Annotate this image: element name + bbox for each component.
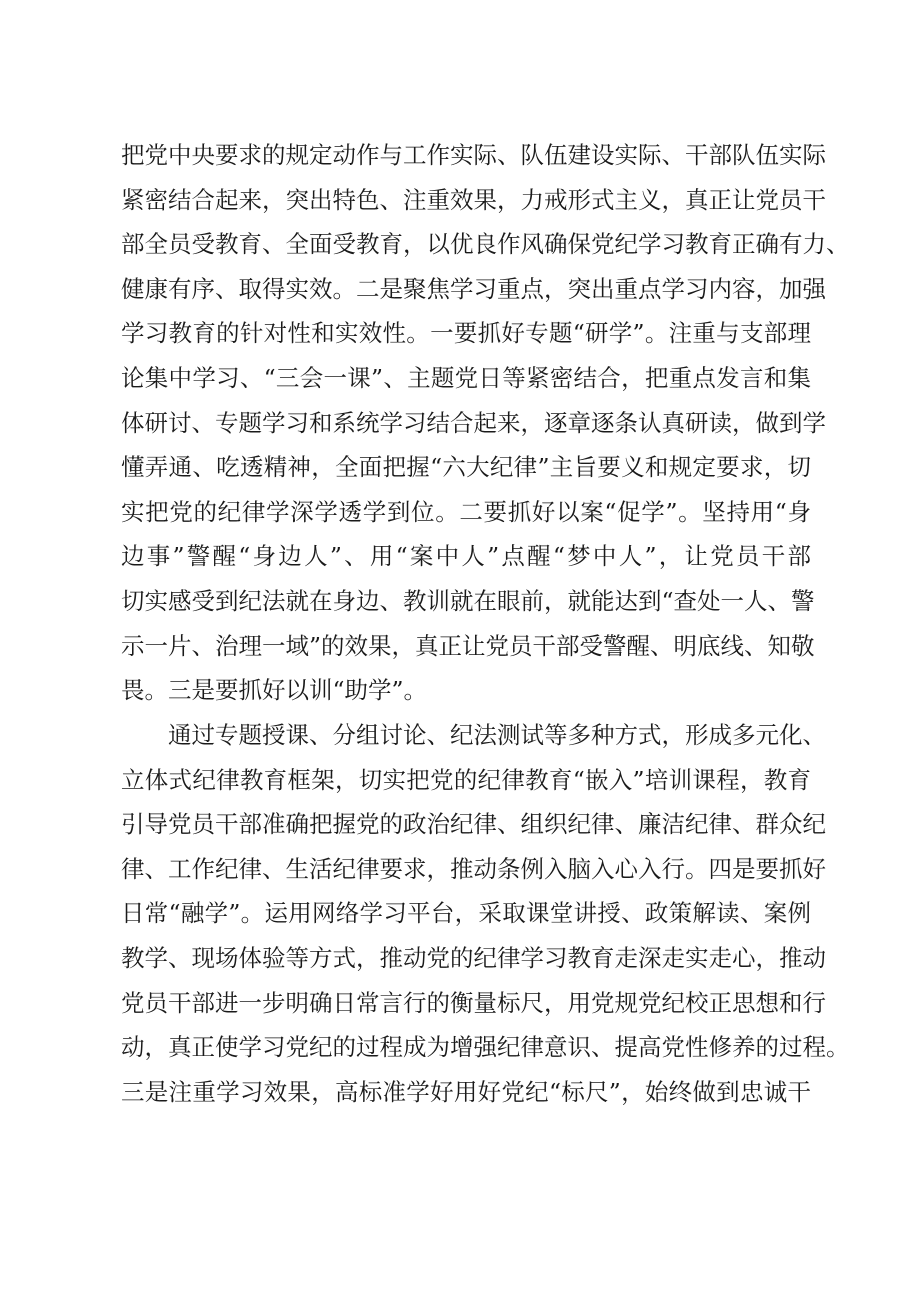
paragraph-1 (121, 133, 850, 713)
paragraph-2 (121, 713, 850, 1114)
text-line: 引导党员干部准确把握党的政治纪律、组织纪律、廉洁纪律、群众纪 (121, 810, 826, 839)
text-line: 党员干部进一步明确日常言行的衡量标尺，用党规党纪校正思想和行 (121, 988, 826, 1017)
text-line: 畏。三是要抓好以训“助学”。 (121, 676, 428, 705)
text-line: 边事”警醒“身边人”、用“案中人”点醒“梦中人”，让党员干部 (121, 542, 811, 571)
text-line: 部全员受教育、全面受教育，以优良作风确保党纪学习教育正确有力、 (121, 230, 850, 259)
text-line: 学习教育的针对性和实效性。一要抓好专题“研学”。注重与支部理 (121, 319, 811, 348)
text-line: 教学、现场体验等方式，推动党的纪律学习教育走深走实走心，推动 (121, 943, 826, 972)
text-line: 健康有序、取得实效。二是聚焦学习重点，突出重点学习内容，加强 (121, 274, 826, 303)
text-line: 论集中学习、“三会一课”、主题党日等紧密结合，把重点发言和集 (121, 363, 811, 392)
text-line: 体研讨、专题学习和系统学习结合起来，逐章逐条认真研读，做到学 (121, 408, 826, 437)
text-line: 实把党的纪律学深学透学到位。二要抓好以案“促学”。坚持用“身 (121, 497, 811, 526)
text-line: 三是注重学习效果，高标准学好用好党纪“标尺”，始终做到忠诚干 (121, 1077, 811, 1106)
text-line: 懂弄通、吃透精神，全面把握“六大纪律”主旨要义和规定要求，切 (121, 453, 811, 482)
text-line: 动，真正使学习党纪的过程成为增强纪律意识、提高党性修养的过程。 (121, 1033, 850, 1062)
text-line: 切实感受到纪法就在身边、教训就在眼前，就能达到“查处一人、警 (121, 586, 815, 615)
text-line: 通过专题授课、分组讨论、纪法测试等多种方式，形成多元化、 (168, 721, 826, 749)
text-line: 示一片、治理一域”的效果，真正让党员干部受警醒、明底线、知敬 (121, 631, 815, 660)
text-line: 紧密结合起来，突出特色、注重效果，力戒形式主义，真正让党员干 (121, 185, 826, 214)
text-line: 律、工作纪律、生活纪律要求，推动条例入脑入心入行。四是要抓好 (121, 854, 826, 883)
text-line: 立体式纪律教育框架，切实把党的纪律教育“嵌入”培训课程，教育 (121, 765, 811, 794)
text-line: 把党中央要求的规定动作与工作实际、队伍建设实际、干部队伍实际 (121, 141, 826, 169)
text-line: 日常“融学”。运用网络学习平台，采取课堂讲授、政策解读、案例 (121, 899, 811, 928)
